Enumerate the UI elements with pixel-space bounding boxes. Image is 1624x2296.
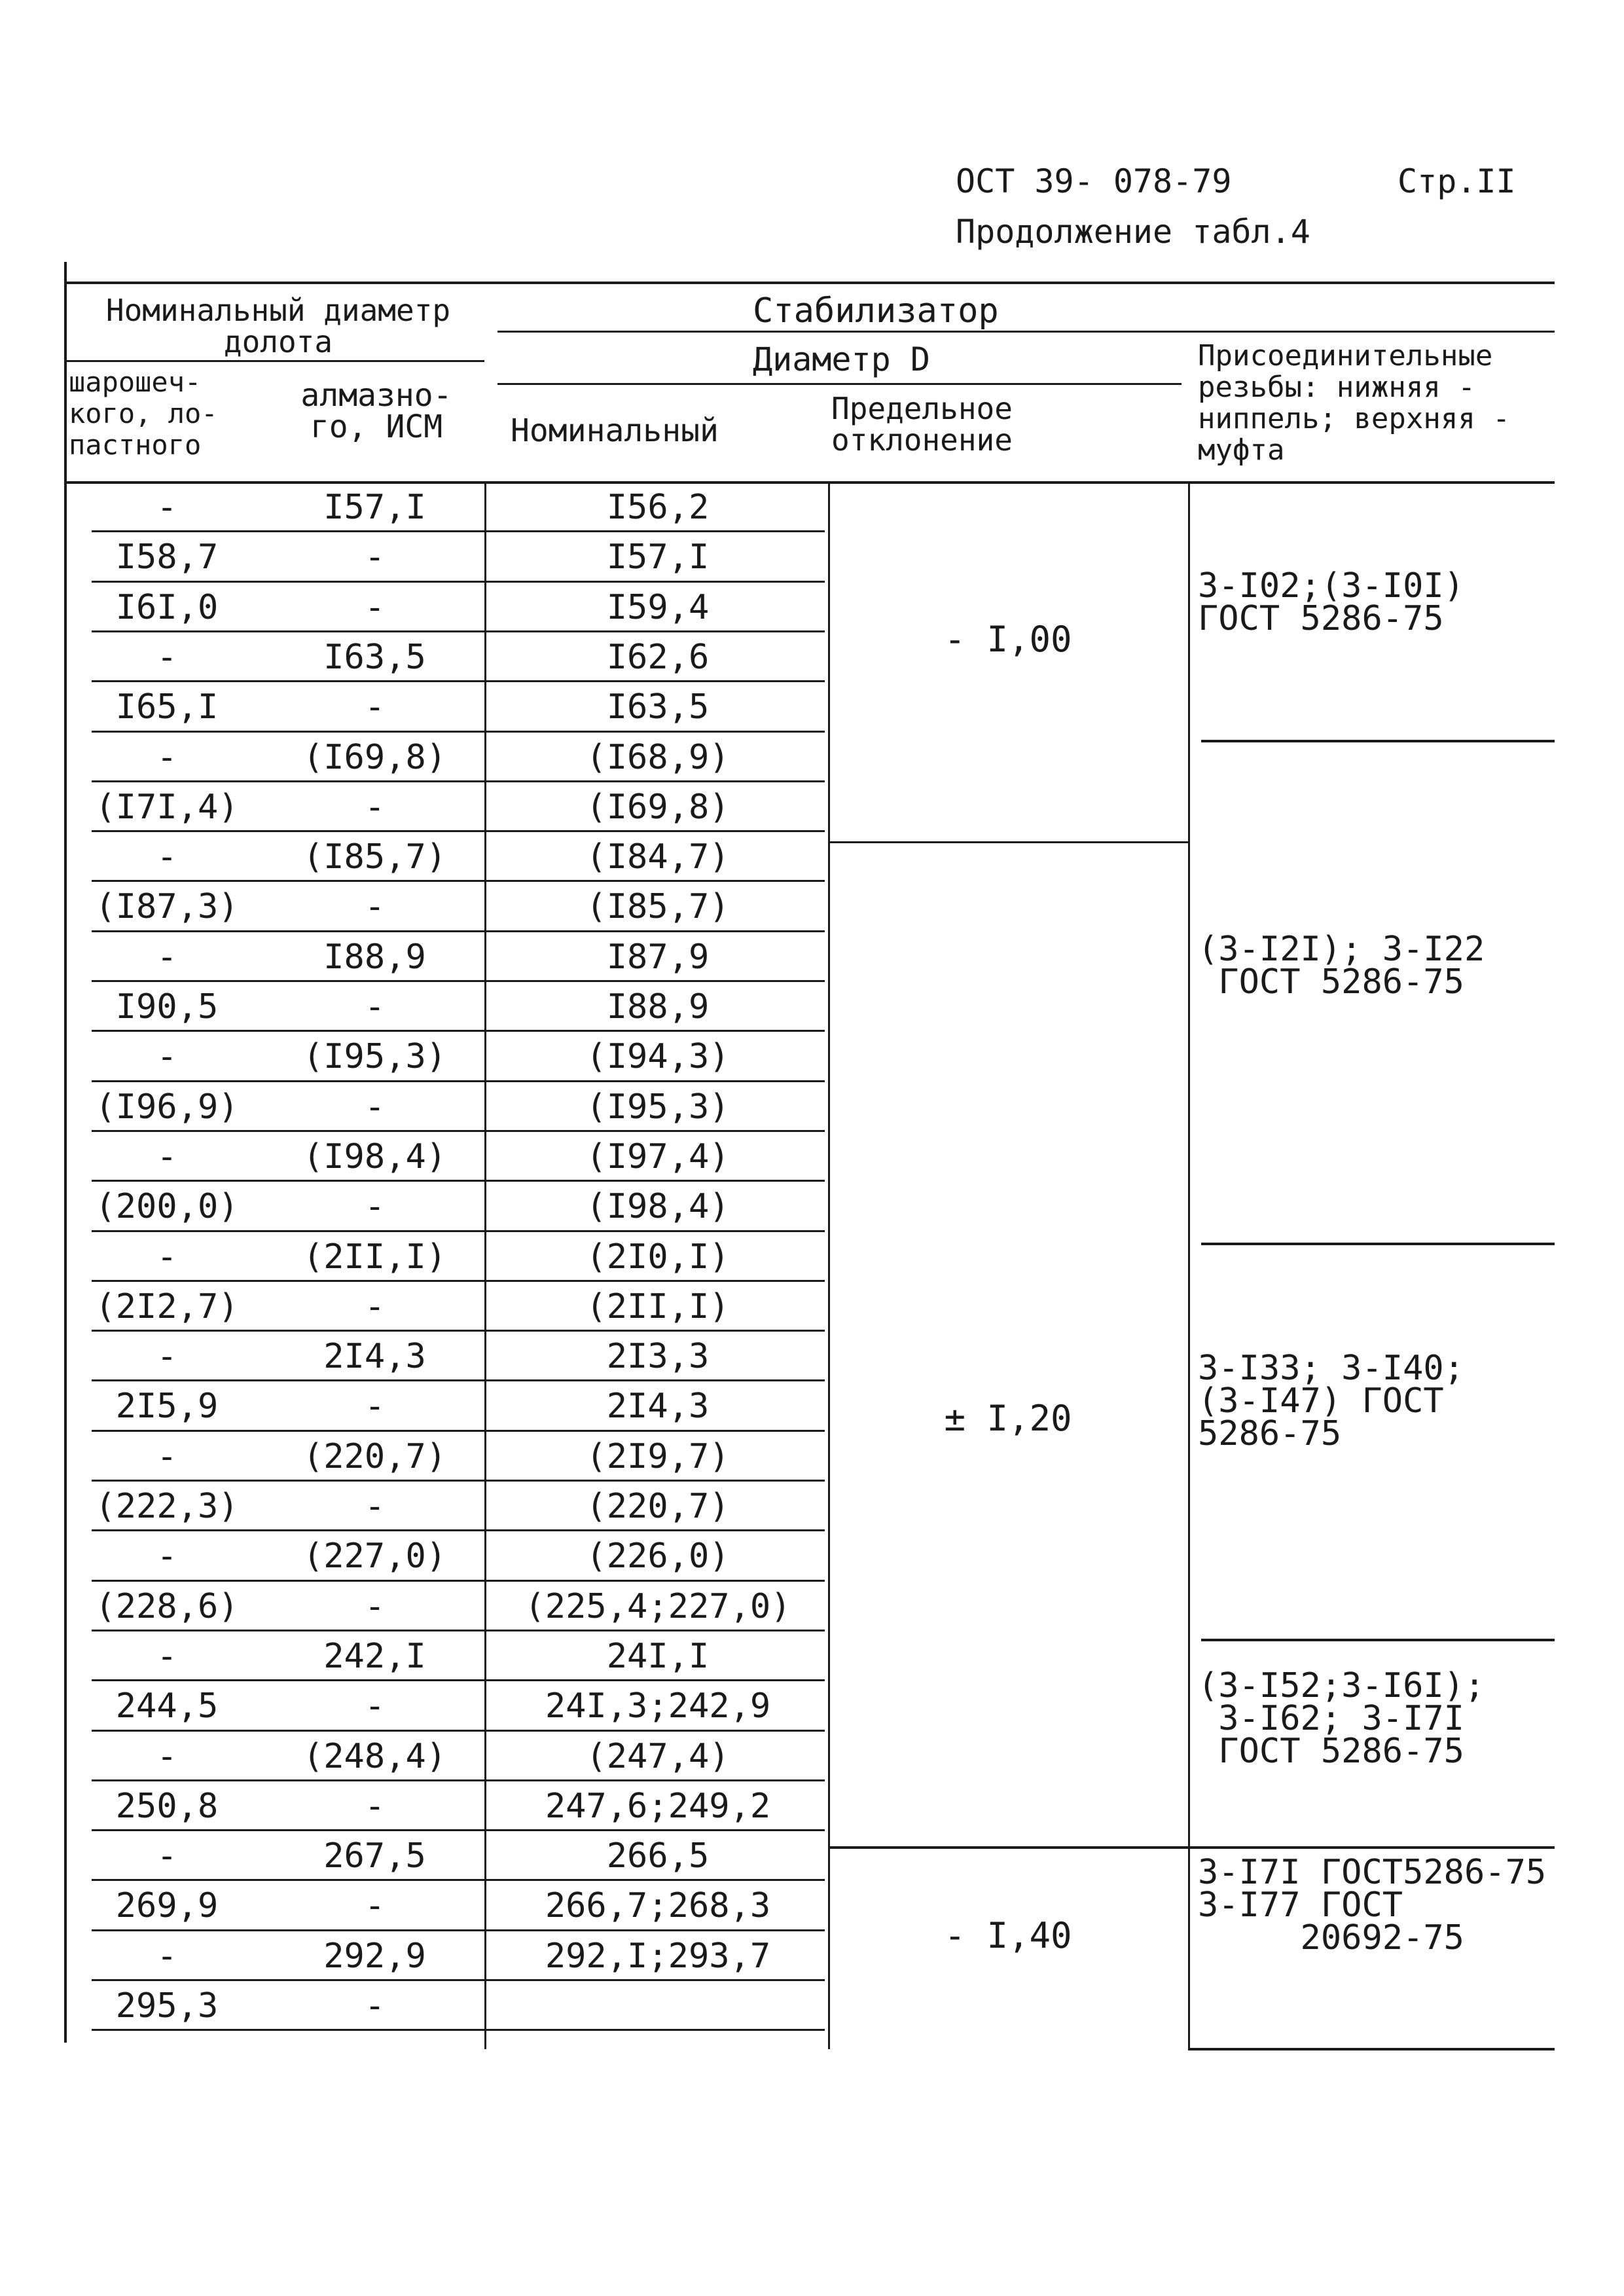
roller-bit-diameter: 269,9 (115, 1886, 219, 1926)
diamond-bit-diameter: I88,9 (323, 937, 426, 977)
header-roller-col: шарошеч-кого, ло-пастного (69, 366, 218, 461)
row-rule (92, 1330, 825, 1332)
stabilizer-nominal-diameter: (I69,8) (586, 787, 730, 827)
stabilizer-nominal-diameter: (220,7) (586, 1487, 730, 1526)
stabilizer-nominal-diameter: 292,I;293,7 (545, 1936, 771, 1976)
stabilizer-nominal-diameter: I87,9 (606, 937, 710, 977)
diamond-bit-diameter: - (364, 538, 386, 577)
row-rule (92, 1180, 825, 1182)
diamond-bit-diameter: - (364, 587, 386, 627)
diamond-bit-diameter: - (364, 887, 386, 927)
row-rule (92, 1430, 825, 1432)
thread-spec: 3-I33; 3-I40; (3-I47) ГОСТ 5286-75 (1198, 1349, 1464, 1453)
stabilizer-nominal-diameter: (I94,3) (586, 1037, 730, 1077)
roller-bit-diameter: - (156, 1237, 177, 1277)
diamond-bit-diameter: - (364, 1886, 386, 1926)
stabilizer-nominal-diameter: 266,7;268,3 (545, 1886, 771, 1926)
thread-spec: 3-I02;(3-I0I) ГОСТ 5286-75 (1198, 566, 1464, 638)
stabilizer-nominal-diameter (488, 1983, 828, 2033)
row-rule (92, 930, 825, 932)
diamond-bit-diameter: (I69,8) (302, 737, 447, 777)
stabilizer-nominal-diameter: 2I4,3 (606, 1387, 710, 1427)
row-rule (92, 2029, 825, 2031)
roller-bit-diameter: - (156, 1537, 177, 1576)
roller-bit-diameter: (I87,3) (95, 887, 239, 927)
diamond-bit-diameter: (220,7) (302, 1436, 447, 1476)
row-rule (92, 1730, 825, 1732)
document-number: ОСТ 39- 078-79 (956, 162, 1232, 200)
header-diamond-col: алмазно-го, ИСМ (300, 377, 452, 445)
row-rule (92, 1529, 825, 1531)
roller-bit-diameter: - (156, 937, 177, 977)
deviation-value: - I,00 (944, 619, 1072, 660)
roller-bit-diameter: (200,0) (95, 1187, 239, 1227)
roller-bit-diameter: - (156, 1436, 177, 1476)
stabilizer-nominal-diameter: (2I9,7) (586, 1436, 730, 1476)
roller-bit-diameter: 295,3 (115, 1986, 219, 2026)
diamond-bit-diameter: - (364, 1286, 386, 1326)
stabilizer-nominal-diameter: 266,5 (606, 1836, 710, 1876)
roller-bit-diameter: (I7I,4) (95, 787, 239, 827)
row-rule (92, 1280, 825, 1282)
roller-bit-diameter: (2I2,7) (95, 1286, 239, 1326)
diamond-bit-diameter: - (364, 1686, 386, 1726)
row-rule (92, 1779, 825, 1781)
roller-bit-diameter: 2I5,9 (115, 1387, 219, 1427)
row-rule (92, 1379, 825, 1381)
stabilizer-nominal-diameter: (I84,7) (586, 837, 730, 877)
row-rule (92, 780, 825, 782)
stabilizer-nominal-diameter: I57,I (606, 538, 710, 577)
diamond-bit-diameter: - (364, 1786, 386, 1826)
thread-spec: (3-I2I); 3-I22 ГОСТ 5286-75 (1198, 930, 1485, 1002)
table-continuation-note: Продолжение табл.4 (956, 213, 1310, 251)
diamond-bit-diameter: - (364, 1087, 386, 1127)
row-rule (92, 1230, 825, 1232)
diamond-bit-diameter: I57,I (323, 488, 426, 527)
thread-spec: 3-I7I ГОСТ5286-75 3-I77 ГОСТ 20692-75 (1198, 1853, 1547, 1958)
roller-bit-diameter: - (156, 1337, 177, 1377)
diamond-bit-diameter: 292,9 (323, 1936, 426, 1976)
diamond-bit-diameter: - (364, 1487, 386, 1526)
roller-bit-diameter: I58,7 (115, 538, 219, 577)
roller-bit-diameter: (228,6) (95, 1586, 239, 1626)
row-rule (92, 1979, 825, 1981)
diamond-bit-diameter: - (364, 1586, 386, 1626)
row-rule (92, 581, 825, 583)
diamond-bit-diameter: 2I4,3 (323, 1337, 426, 1377)
roller-bit-diameter: (222,3) (95, 1487, 239, 1526)
row-rule (92, 1829, 825, 1831)
diamond-bit-diameter: 267,5 (323, 1836, 426, 1876)
diamond-bit-diameter: 242,I (323, 1636, 426, 1676)
diamond-bit-diameter: - (364, 1187, 386, 1227)
row-rule (92, 1580, 825, 1582)
header-nominal-bit-diameter: Номинальный диаметр долота (105, 293, 451, 359)
stabilizer-nominal-diameter: I62,6 (606, 637, 710, 677)
stabilizer-nominal-diameter: (226,0) (586, 1537, 730, 1576)
stabilizer-nominal-diameter: (I98,4) (586, 1187, 730, 1227)
row-rule (92, 1030, 825, 1032)
row-rule (92, 1929, 825, 1931)
row-rule (92, 731, 825, 733)
row-rule (92, 980, 825, 982)
row-rule (92, 1879, 825, 1881)
row-rule (92, 630, 825, 632)
stabilizer-nominal-diameter: 247,6;249,2 (545, 1786, 771, 1826)
stabilizer-nominal-diameter: I59,4 (606, 587, 710, 627)
row-rule (92, 1480, 825, 1482)
row-rule (92, 530, 825, 532)
roller-bit-diameter: 244,5 (115, 1686, 219, 1726)
diamond-bit-diameter: (227,0) (302, 1537, 447, 1576)
row-rule (92, 880, 825, 882)
diamond-bit-diameter: (I98,4) (302, 1137, 447, 1176)
header-deviation: Предельное отклонение (831, 391, 1013, 458)
stabilizer-nominal-diameter: 24I,I (606, 1636, 710, 1676)
roller-bit-diameter: - (156, 488, 177, 527)
roller-bit-diameter: - (156, 1936, 177, 1976)
roller-bit-diameter: - (156, 1636, 177, 1676)
roller-bit-diameter: I6I,0 (115, 587, 219, 627)
deviation-value: - I,40 (944, 1915, 1072, 1956)
diamond-bit-diameter: I63,5 (323, 637, 426, 677)
roller-bit-diameter: I90,5 (115, 987, 219, 1027)
page-number: Стр.II (1398, 162, 1516, 200)
roller-bit-diameter: - (156, 1037, 177, 1077)
roller-bit-diameter: - (156, 1736, 177, 1776)
stabilizer-nominal-diameter: I88,9 (606, 987, 710, 1027)
row-rule (92, 1130, 825, 1132)
stabilizer-nominal-diameter: 24I,3;242,9 (545, 1686, 771, 1726)
stabilizer-nominal-diameter: 2I3,3 (606, 1337, 710, 1377)
stabilizer-nominal-diameter: (2I0,I) (586, 1237, 730, 1277)
diamond-bit-diameter: - (364, 987, 386, 1027)
roller-bit-diameter: - (156, 837, 177, 877)
deviation-value: ± I,20 (944, 1398, 1072, 1439)
stabilizer-nominal-diameter: I63,5 (606, 687, 710, 727)
roller-bit-diameter: (I96,9) (95, 1087, 239, 1127)
diamond-bit-diameter: - (364, 787, 386, 827)
diamond-bit-diameter: (I85,7) (302, 837, 447, 877)
row-rule (92, 680, 825, 682)
stabilizer-nominal-diameter: I56,2 (606, 488, 710, 527)
header-stabilizer: Стабилизатор (753, 291, 999, 331)
roller-bit-diameter: - (156, 1836, 177, 1876)
stabilizer-nominal-diameter: (I95,3) (586, 1087, 730, 1127)
row-rule (92, 1080, 825, 1082)
roller-bit-diameter: - (156, 1137, 177, 1176)
diamond-bit-diameter: - (364, 1387, 386, 1427)
roller-bit-diameter: I65,I (115, 687, 219, 727)
roller-bit-diameter: 250,8 (115, 1786, 219, 1826)
stabilizer-nominal-diameter: (I68,9) (586, 737, 730, 777)
roller-bit-diameter: - (156, 637, 177, 677)
stabilizer-nominal-diameter: (I85,7) (586, 887, 730, 927)
diamond-bit-diameter: - (364, 1986, 386, 2026)
stabilizer-nominal-diameter: (2II,I) (586, 1286, 730, 1326)
row-rule (92, 1630, 825, 1631)
header-nominal: Номинальный (511, 412, 719, 449)
roller-bit-diameter: - (156, 737, 177, 777)
stabilizer-nominal-diameter: (I97,4) (586, 1137, 730, 1176)
row-rule (92, 1679, 825, 1681)
diamond-bit-diameter: (248,4) (302, 1736, 447, 1776)
thread-spec: (3-I52;3-I6I); 3-I62; 3-I7I ГОСТ 5286-75 (1198, 1666, 1485, 1771)
diamond-bit-diameter: (I95,3) (302, 1037, 447, 1077)
row-rule (92, 830, 825, 832)
header-threads: Присоединительные резьбы: нижняя - ниппель; верхняя - муфта (1198, 339, 1510, 467)
diamond-bit-diameter: (2II,I) (302, 1237, 447, 1277)
header-diameter-d: Диаметр D (753, 340, 930, 378)
stabilizer-nominal-diameter: (247,4) (586, 1736, 730, 1776)
stabilizer-nominal-diameter: (225,4;227,0) (524, 1586, 791, 1626)
diamond-bit-diameter: - (364, 687, 386, 727)
